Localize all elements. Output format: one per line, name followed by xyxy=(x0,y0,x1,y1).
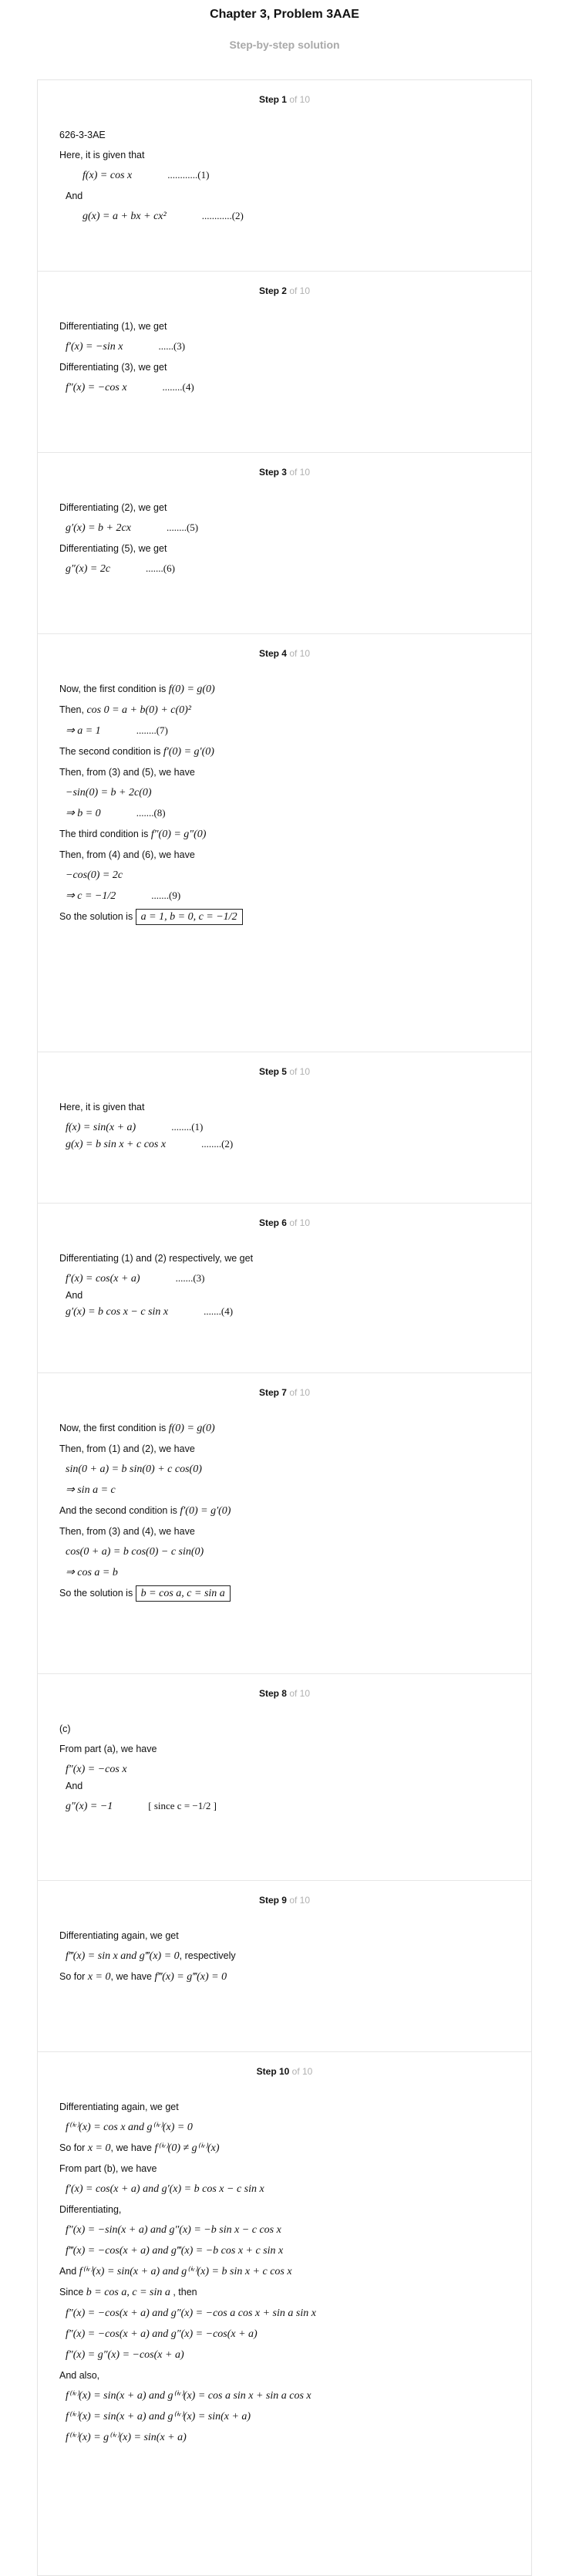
text: Here, it is given that xyxy=(59,1102,145,1112)
math-expression: ⇒ sin a = c xyxy=(66,1484,116,1496)
text: Since xyxy=(59,2287,86,2297)
step-section xyxy=(38,1052,531,1204)
solution-panel xyxy=(37,79,532,2576)
math-expression: g′(x) = b cos x − c sin x xyxy=(66,1306,169,1318)
math-expression: f″(x) = −cos(x + a) and g″(x) = −cos a cos x + sin a sin x xyxy=(66,2308,316,2319)
math-expression: f″(0) = g″(0) xyxy=(150,829,207,840)
solution-line xyxy=(59,1483,510,1497)
solution-line xyxy=(59,1545,510,1559)
page-title: Chapter 3, Problem 3AAE xyxy=(210,8,359,21)
text: And xyxy=(66,1781,83,1791)
math-expression: ⇒ cos a = b xyxy=(66,1567,118,1578)
solution-line xyxy=(59,1271,510,1286)
step-body xyxy=(38,111,531,224)
solution-line xyxy=(59,2285,510,2300)
solution-line xyxy=(59,2120,510,2135)
math-expression: sin(0 + a) = b sin(0) + c cos(0) xyxy=(66,1464,202,1475)
text: Now, the first condition is xyxy=(59,1423,169,1433)
solution-line xyxy=(59,1524,510,1538)
step-section xyxy=(38,1674,531,1881)
solution-line xyxy=(59,1462,510,1477)
solution-line xyxy=(59,1565,510,1580)
boxed-answer: b = cos a, c = sin a xyxy=(136,1585,231,1602)
solution-line xyxy=(59,1251,510,1265)
text: So the solution is xyxy=(59,1588,136,1599)
solution-line xyxy=(59,703,510,717)
solution-line xyxy=(59,1586,510,1601)
text: Differentiating again, we get xyxy=(59,1930,179,1941)
step-heading xyxy=(38,272,531,302)
step-heading xyxy=(38,1204,531,1234)
step-label: Step 7 xyxy=(258,1387,287,1398)
solution-line xyxy=(59,910,510,924)
text: Then, xyxy=(59,704,87,715)
solution-line xyxy=(59,1742,510,1756)
text: So the solution is xyxy=(59,911,136,922)
equation-number: ......(3) xyxy=(158,340,186,352)
step-label: Step 2 xyxy=(258,285,287,296)
solution-line xyxy=(59,2348,510,2362)
math-expression: f‴(x) = g‴(x) = 0 xyxy=(154,1971,227,1983)
solution-line xyxy=(59,1722,510,1736)
step-body xyxy=(38,302,531,395)
solution-line xyxy=(59,2409,510,2424)
text: Differentiating again, we get xyxy=(59,2102,179,2112)
equation-number: .......(4) xyxy=(204,1305,234,1317)
step-count: of 10 xyxy=(286,1217,311,1228)
solution-line xyxy=(59,848,510,862)
math-expression: g(x) = b sin x + c cos x xyxy=(66,1139,167,1150)
step-body xyxy=(38,1234,531,1319)
text: Here, it is given that xyxy=(59,150,145,160)
math-expression: f(0) = g(0) xyxy=(168,1423,215,1434)
text: So for xyxy=(59,1971,88,1982)
step-count: of 10 xyxy=(286,285,311,296)
solution-line xyxy=(59,360,510,374)
solution-line xyxy=(59,2306,510,2321)
text: From part (a), we have xyxy=(59,1744,157,1754)
text: Now, the first condition is xyxy=(59,684,169,694)
solution-line xyxy=(59,806,510,821)
step-label: Step 9 xyxy=(258,1895,287,1906)
math-expression: x = 0 xyxy=(87,1971,111,1983)
step-heading xyxy=(38,1052,531,1083)
solution-line xyxy=(59,189,510,203)
solution-line xyxy=(59,765,510,779)
step-heading xyxy=(38,453,531,484)
equation-number: .......(3) xyxy=(175,1272,205,1284)
equation-number: ........(7) xyxy=(136,724,168,736)
step-label: Step 3 xyxy=(258,467,287,478)
math-expression: f⁽ⁱᵛ⁾(x) = sin(x + a) and g⁽ⁱᵛ⁾(x) = sin(x + a) xyxy=(66,2411,251,2422)
text: , respectively xyxy=(179,1950,236,1961)
text: The second condition is xyxy=(59,746,163,757)
step-body xyxy=(38,1912,531,1984)
solution-line xyxy=(59,868,510,883)
solution-line xyxy=(59,1779,510,1793)
step-count: of 10 xyxy=(286,1387,311,1398)
solution-line xyxy=(59,1305,510,1319)
text: Differentiating (1), we get xyxy=(59,321,167,332)
solution-line xyxy=(59,2141,510,2156)
step-heading xyxy=(38,1881,531,1912)
text: And the second condition is xyxy=(59,1505,180,1516)
math-expression: f′(x) = cos(x + a) xyxy=(66,1273,140,1285)
solution-line xyxy=(59,2100,510,2114)
text: Then, from (1) and (2), we have xyxy=(59,1443,195,1454)
text: The third condition is xyxy=(59,829,151,839)
text: And xyxy=(59,2266,79,2277)
text: And xyxy=(66,1290,83,1301)
math-expression: f″(x) = −cos(x + a) and g″(x) = −cos(x + a) xyxy=(66,2328,258,2340)
solution-line xyxy=(59,128,510,142)
step-section xyxy=(38,272,531,453)
text: From part (b), we have xyxy=(59,2163,157,2174)
solution-line xyxy=(59,501,510,515)
step-label: Step 5 xyxy=(258,1066,287,1077)
math-expression: f″(x) = −sin(x + a) and g″(x) = −b sin x − c cos x xyxy=(66,2224,281,2236)
solution-line xyxy=(59,2430,510,2445)
math-expression: f‴(x) = −cos(x + a) and g‴(x) = −b cos x + c sin x xyxy=(66,2245,284,2257)
equation-number: ........(2) xyxy=(201,1138,234,1150)
math-expression: −sin(0) = b + 2c(0) xyxy=(66,787,152,798)
text: Then, from (3) and (5), we have xyxy=(59,767,195,778)
math-expression: b = cos a, c = sin a xyxy=(86,2287,170,2298)
step-body xyxy=(38,1404,531,1601)
step-label: Step 6 xyxy=(258,1217,287,1228)
text: Differentiating, xyxy=(59,2204,122,2215)
solution-line xyxy=(59,827,510,842)
solution-line xyxy=(59,521,510,535)
math-expression: f′(0) = g′(0) xyxy=(163,746,214,758)
solution-line xyxy=(59,1949,510,1963)
step-count: of 10 xyxy=(289,2066,313,2077)
solution-line xyxy=(59,319,510,333)
math-expression: g″(x) = −1 xyxy=(66,1801,113,1812)
solution-line xyxy=(59,542,510,555)
step-count: of 10 xyxy=(286,1895,311,1906)
step-heading xyxy=(38,80,531,111)
step-count: of 10 xyxy=(286,467,311,478)
text: Then, from (3) and (4), we have xyxy=(59,1526,195,1537)
solution-line xyxy=(59,2368,510,2382)
text: Then, from (4) and (6), we have xyxy=(59,849,195,860)
page-header xyxy=(0,0,569,71)
solution-line xyxy=(59,2264,510,2279)
solution-line xyxy=(59,1100,510,1114)
math-expression: g′(x) = b + 2cx xyxy=(66,522,131,534)
solution-line xyxy=(59,1799,510,1814)
solution-line xyxy=(59,148,510,162)
step-count: of 10 xyxy=(286,648,311,659)
solution-line xyxy=(59,744,510,759)
solution-line xyxy=(59,2243,510,2258)
math-expression: x = 0 xyxy=(87,2142,111,2154)
text: , we have xyxy=(110,1971,155,1982)
math-expression: −cos(0) = 2c xyxy=(66,869,123,881)
math-expression: f″(x) = −cos x xyxy=(66,382,127,393)
equation-number: ........(1) xyxy=(171,1121,204,1133)
text: , then xyxy=(170,2287,197,2297)
step-label: Step 8 xyxy=(258,1688,287,1699)
step-section xyxy=(38,634,531,1052)
text: , we have xyxy=(110,2142,155,2153)
solution-line xyxy=(59,785,510,800)
step-heading xyxy=(38,1373,531,1404)
solution-line xyxy=(59,2162,510,2176)
math-expression: f⁽ⁱᵛ⁾(0) ≠ g⁽ⁱᵛ⁾(x) xyxy=(154,2142,220,2154)
solution-line xyxy=(59,724,510,738)
step-section xyxy=(38,453,531,634)
equation-number: ........(4) xyxy=(162,381,194,393)
equation-number: [ since c = −1/2 ] xyxy=(148,1800,217,1811)
step-heading xyxy=(38,634,531,665)
equation-number: ............(1) xyxy=(167,169,210,181)
step-body xyxy=(38,2083,531,2445)
math-expression: f″(x) = g″(x) = −cos(x + a) xyxy=(66,2349,184,2361)
step-body xyxy=(38,484,531,576)
math-expression: f⁽ⁱᵛ⁾(x) = sin(x + a) and g⁽ⁱᵛ⁾(x) = cos a sin x + sin a cos x xyxy=(66,2390,311,2402)
solution-line xyxy=(59,380,510,395)
page-subtitle: Step-by-step solution xyxy=(229,39,340,51)
solution-line xyxy=(59,1762,510,1777)
math-expression: cos 0 = a + b(0) + c(0)² xyxy=(86,704,192,716)
solution-line xyxy=(59,168,510,183)
equation-number: ........(5) xyxy=(166,522,199,533)
math-expression: g″(x) = 2c xyxy=(66,563,111,575)
math-expression: f(x) = sin(x + a) xyxy=(66,1122,136,1133)
solution-line xyxy=(59,2223,510,2237)
math-expression: ⇒ a = 1 xyxy=(66,725,101,737)
math-expression: f′(x) = −sin x xyxy=(66,341,123,353)
step-count: of 10 xyxy=(286,1066,311,1077)
math-expression: f′(x) = cos(x + a) and g′(x) = b cos x − c sin x xyxy=(66,2183,264,2195)
math-expression: f″(x) = −cos x xyxy=(66,1764,127,1775)
text: Differentiating (1) and (2) respectively, we get xyxy=(59,1253,254,1264)
solution-line xyxy=(59,1442,510,1456)
step-section xyxy=(38,80,531,272)
step-section xyxy=(38,1204,531,1373)
text: Differentiating (5), we get xyxy=(59,543,167,554)
solution-line xyxy=(59,1137,510,1152)
text: 626-3-3AE xyxy=(59,130,106,140)
step-section xyxy=(38,1373,531,1674)
solution-line xyxy=(59,2182,510,2196)
math-expression: f′(0) = g′(0) xyxy=(180,1505,231,1517)
math-expression: cos(0 + a) = b cos(0) − c sin(0) xyxy=(66,1546,204,1558)
step-body xyxy=(38,1083,531,1152)
text: And xyxy=(66,191,83,201)
step-body xyxy=(38,1705,531,1814)
math-expression: f⁽ⁱᵛ⁾(x) = g⁽ⁱᵛ⁾(x) = sin(x + a) xyxy=(66,2432,187,2443)
step-heading xyxy=(38,2052,531,2083)
solution-line xyxy=(59,1120,510,1135)
solution-line xyxy=(59,682,510,697)
step-heading xyxy=(38,1674,531,1705)
equation-number: .......(8) xyxy=(136,807,166,819)
equation-number: .......(9) xyxy=(151,890,181,901)
solution-line xyxy=(59,1929,510,1943)
math-expression: f(0) = g(0) xyxy=(168,684,215,695)
math-expression: f(x) = cos x xyxy=(82,170,133,181)
solution-line xyxy=(59,1288,510,1302)
math-expression: ⇒ c = −1/2 xyxy=(66,890,116,902)
text: Differentiating (2), we get xyxy=(59,502,167,513)
text: (c) xyxy=(59,1724,71,1734)
math-expression: f⁽ⁱᵛ⁾(x) = sin(x + a) and g⁽ⁱᵛ⁾(x) = b sin x + c cos x xyxy=(79,2266,292,2277)
equation-number: ............(2) xyxy=(201,210,244,221)
math-expression: ⇒ b = 0 xyxy=(66,808,101,819)
step-count: of 10 xyxy=(286,1688,311,1699)
text: Differentiating (3), we get xyxy=(59,362,167,373)
equation-number: .......(6) xyxy=(146,562,175,574)
math-expression: f‴(x) = sin x and g‴(x) = 0 xyxy=(66,1950,180,1962)
solution-line xyxy=(59,1421,510,1436)
solution-line xyxy=(59,2389,510,2403)
step-label: Step 4 xyxy=(258,648,287,659)
solution-line xyxy=(59,1970,510,1984)
step-label: Step 10 xyxy=(256,2066,290,2077)
solution-line xyxy=(59,339,510,354)
solution-line xyxy=(59,1504,510,1518)
solution-line xyxy=(59,562,510,576)
step-count: of 10 xyxy=(286,94,311,105)
solution-line xyxy=(59,2203,510,2216)
step-body xyxy=(38,665,531,924)
solution-line xyxy=(59,209,510,224)
text: So for xyxy=(59,2142,88,2153)
boxed-answer: a = 1, b = 0, c = −1/2 xyxy=(136,909,243,925)
step-section xyxy=(38,2052,531,2575)
solution-line xyxy=(59,2327,510,2341)
math-expression: f⁽ⁱᵛ⁾(x) = cos x and g⁽ⁱᵛ⁾(x) = 0 xyxy=(66,2122,193,2133)
text: And also, xyxy=(59,2370,100,2381)
step-section xyxy=(38,1881,531,2052)
math-expression: g(x) = a + bx + cx² xyxy=(82,211,167,222)
solution-line xyxy=(59,889,510,903)
step-label: Step 1 xyxy=(258,94,287,105)
